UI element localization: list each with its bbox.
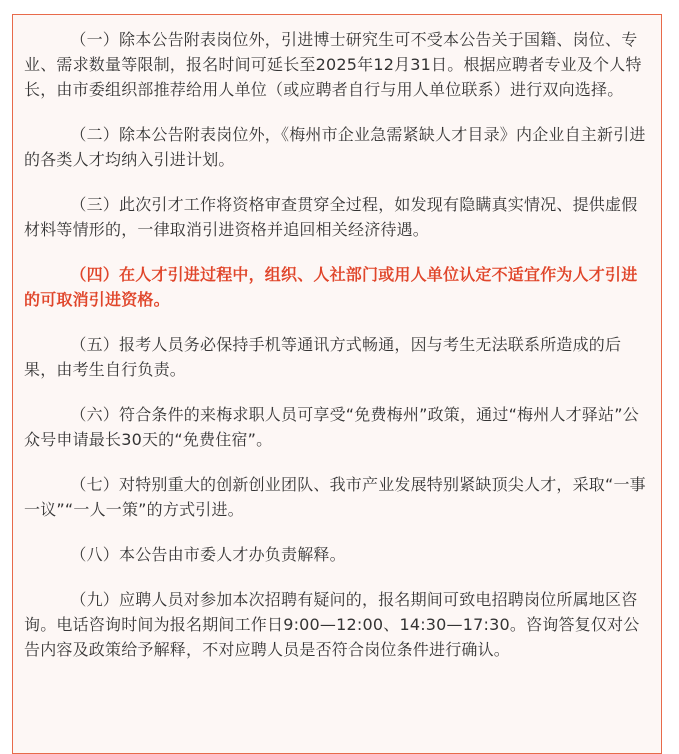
clause-3: （三）此次引才工作将资格审查贯穿全过程，如发现有隐瞒真实情况、提供虚假材料等情形的，一律取消引进资格并追回相关经济待遇。	[24, 195, 638, 239]
clause-9: （九）应聘人员对参加本次招聘有疑问的，报名期间可致电招聘岗位所属地区咨询。电话咨询时间为报名期间工作日9:00—12:00、14:30—17:30。咨询答复仅对公告内容及政策给予解释，不对应聘人员是否符合岗位条件进行确认。	[24, 590, 640, 659]
clause-8: （八）本公告由市委人才办负责解释。	[70, 545, 346, 564]
clause-2: （二）除本公告附表岗位外，《梅州市企业急需紧缺人才目录》内企业自主新引进的各类人才均纳入引进计划。	[24, 125, 646, 169]
clause-1: （一）除本公告附表岗位外，引进博士研究生可不受本公告关于国籍、岗位、专业、需求数量等限制，报名时间可延长至2025年12月31日。根据应聘者专业及个人特长，由市委组织部推荐给用人单位（或应聘者自行与用人单位联系）进行双向选择。	[24, 30, 642, 99]
clause-5: （五）报考人员务必保持手机等通讯方式畅通，因与考生无法联系所造成的后果，由考生自行负责。	[24, 335, 622, 379]
clause-7: （七）对特别重大的创新创业团队、我市产业发展特别紧缺顶尖人才，采取“一事一议”“一人一策”的方式引进。	[24, 475, 646, 519]
notice-content	[24, 27, 652, 682]
clause-4-highlighted: （四）在人才引进过程中，组织、人社部门或用人单位认定不适宜作为人才引进的可取消引进资格。	[24, 265, 638, 309]
clause-6: （六）符合条件的来梅求职人员可享受“免费梅州”政策，通过“梅州人才驿站”公众号申请最长30天的“免费住宿”。	[24, 405, 639, 449]
